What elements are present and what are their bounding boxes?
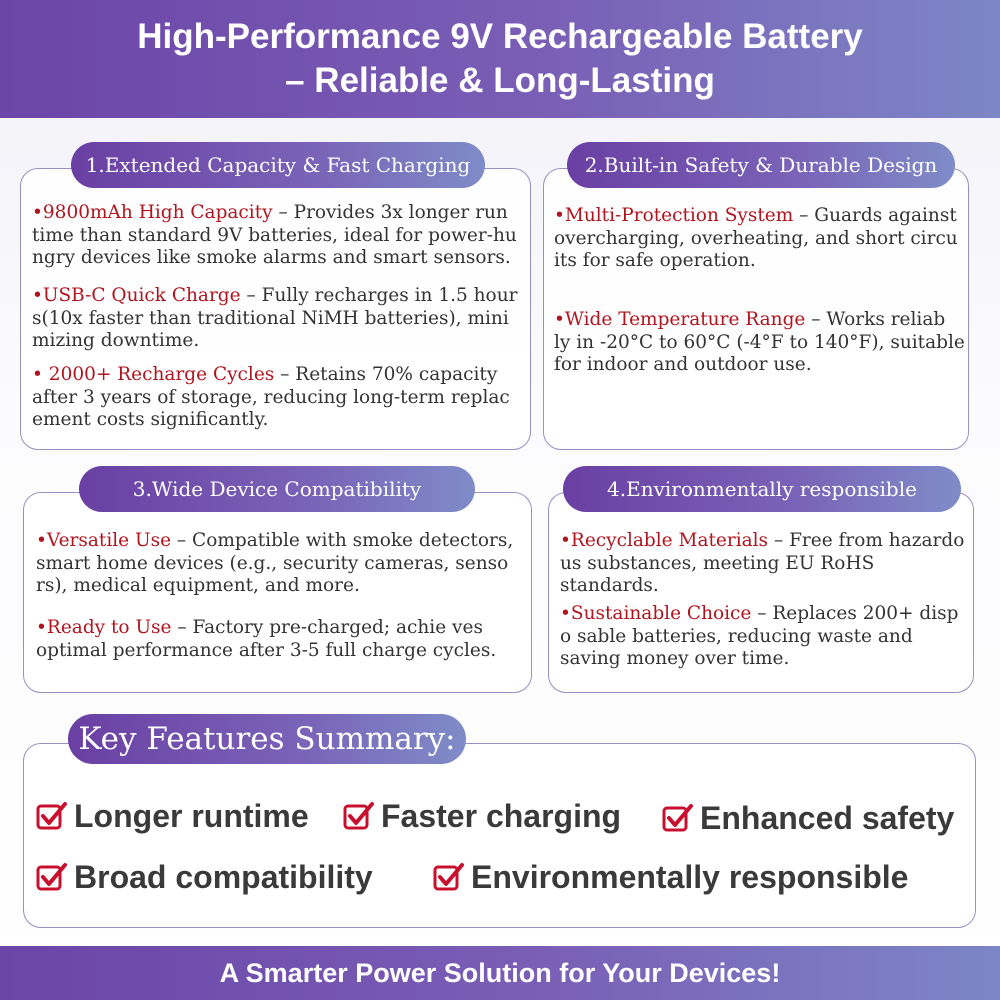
section-1-item-2 — [32, 285, 524, 353]
section-1-item-1-text: – Provides 3x longer run time than standard 9V batteries, ideal for power-hu ngry devices like smoke alarms and smart sensors. — [32, 202, 517, 268]
section-4-item-2 — [560, 603, 972, 671]
feature-faster-charging — [343, 796, 621, 836]
checkbox-check-icon — [433, 861, 465, 893]
page-title-line-1: High-Performance 9V Rechargeable Battery — [137, 17, 863, 56]
section-4-item-1-lead: •Recyclable Materials — [560, 530, 769, 551]
checkbox-check-icon — [343, 800, 375, 832]
checkbox-check-icon — [36, 861, 68, 893]
section-3-item-1-text: – Compatible with smoke detectors, smart home devices (e.g., security cameras, senso rs), medical equipment, and more. — [36, 530, 514, 596]
section-1-title: 1.Extended Capacity & Fast Charging — [71, 142, 485, 188]
section-3-item-2-lead: •Ready to Use — [36, 617, 172, 638]
section-1-item-3 — [32, 364, 524, 432]
footer-tagline: A Smarter Power Solution for Your Devices! — [219, 957, 781, 988]
checkbox-check-icon — [662, 802, 694, 834]
section-1-item-2-lead: •USB-C Quick Charge — [32, 285, 241, 306]
section-1-item-1 — [32, 202, 524, 270]
section-1-item-3-text: – Retains 70% capacity after 3 years of storage, reducing long-term replac ement costs significantly. — [32, 364, 510, 430]
feature-label: Longer runtime — [74, 797, 309, 834]
feature-environmentally-responsible — [433, 857, 908, 897]
section-3-item-1-lead: •Versatile Use — [36, 530, 172, 551]
checkbox-check-icon — [36, 800, 68, 832]
section-3-item-1 — [36, 530, 526, 598]
section-2-item-1-lead: •Multi-Protection System — [554, 205, 794, 226]
section-4-title: 4.Environmentally responsible — [563, 466, 961, 512]
footer-banner — [0, 946, 1000, 1000]
section-2-item-2-text: – Works reliab ly in -20°C to 60°C (-4°F to 140°F), suitable for indoor and outdoor use. — [554, 309, 965, 375]
section-1-item-3-lead: • 2000+ Recharge Cycles — [32, 364, 275, 385]
feature-label: Broad compatibility — [74, 858, 373, 895]
section-4-item-2-lead: •Sustainable Choice — [560, 603, 752, 624]
section-2-title: 2.Built-in Safety & Durable Design — [567, 142, 955, 188]
section-3-title: 3.Wide Device Compatibility — [79, 466, 475, 512]
section-2-item-2 — [554, 309, 966, 377]
feature-longer-runtime — [36, 796, 309, 836]
section-1-item-1-lead: •9800mAh High Capacity — [32, 202, 273, 223]
feature-label: Environmentally responsible — [471, 858, 909, 895]
section-3-item-2 — [36, 617, 526, 662]
feature-label: Enhanced safety — [700, 799, 955, 836]
summary-title: Key Features Summary: — [68, 714, 466, 764]
section-3-item-2-text: – Factory pre-charged; achie ves optimal performance after 3-5 full charge cycles. — [36, 617, 497, 661]
section-4-item-2-text: – Replaces 200+ disp o sable batteries, reducing waste and saving money over time. — [560, 603, 959, 669]
section-4-item-1-text: – Free from hazardo us substances, meeting EU RoHS standards. — [560, 530, 965, 596]
section-4-item-1 — [560, 530, 972, 598]
section-2-item-1-text: – Guards against overcharging, overheating, and short circu its for safe operation. — [554, 205, 958, 271]
section-1-item-2-text: – Fully recharges in 1.5 hour s(10x faster than traditional NiMH batteries), mini mizing downtime. — [32, 285, 518, 351]
feature-broad-compatibility — [36, 857, 373, 897]
page-title-line-2: – Reliable & Long-Lasting — [285, 61, 715, 100]
feature-label: Faster charging — [381, 797, 622, 834]
feature-enhanced-safety — [662, 798, 954, 838]
section-2-item-1 — [554, 205, 966, 273]
header-banner — [0, 0, 1000, 118]
section-2-item-2-lead: •Wide Temperature Range — [554, 309, 806, 330]
